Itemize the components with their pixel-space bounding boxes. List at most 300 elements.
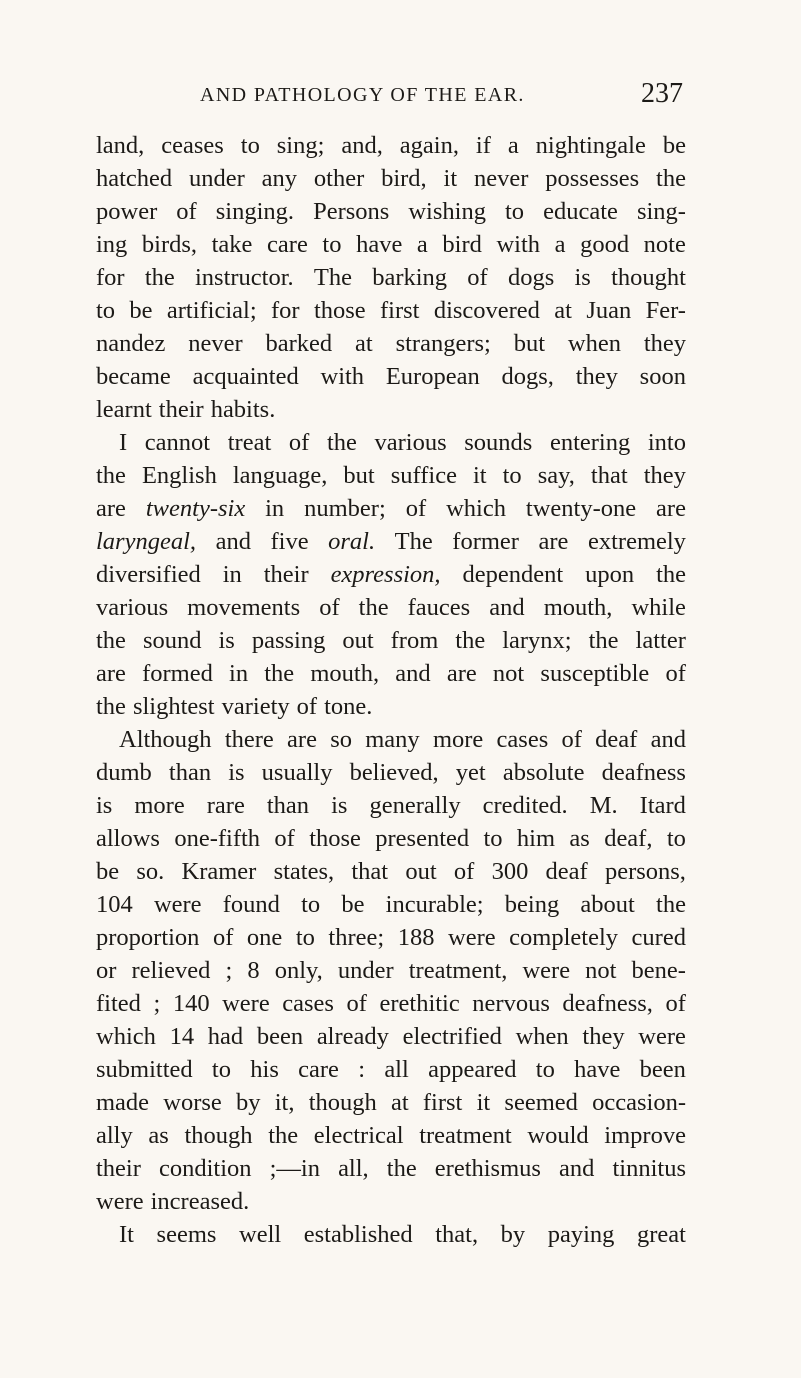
word: incurable; [385, 891, 484, 918]
word: the [326, 429, 357, 456]
word: Kramer [181, 858, 257, 885]
word: more [134, 792, 185, 819]
word: it [443, 165, 458, 192]
word: of [176, 198, 197, 225]
word: though [184, 1122, 253, 1149]
word: and [215, 528, 251, 555]
word: of [274, 825, 295, 852]
word: by [500, 1221, 526, 1248]
word: be [341, 891, 365, 918]
word: him [516, 825, 556, 852]
word: in [265, 495, 285, 522]
word: would [527, 1122, 589, 1149]
word: they [643, 330, 686, 357]
word: for [96, 264, 125, 291]
word: 14 [169, 1023, 195, 1050]
text-line [96, 1152, 686, 1185]
word: persons, [604, 858, 686, 885]
word: cured [631, 924, 686, 951]
word: possesses [545, 165, 640, 192]
word: thought [611, 264, 686, 291]
text-line [96, 294, 686, 327]
word: of [665, 990, 686, 1017]
word: M. [589, 792, 618, 819]
word: were [96, 1188, 144, 1215]
word: to [240, 132, 260, 159]
word: to [301, 891, 321, 918]
word: the [268, 1122, 299, 1149]
word: first [422, 1089, 463, 1116]
word: submitted [96, 1056, 193, 1083]
word: educate [543, 198, 618, 225]
text-line [96, 1119, 686, 1152]
page-number: 237 [641, 78, 683, 109]
word: appeared [428, 1056, 517, 1083]
word: are [287, 726, 317, 753]
word: formed [142, 660, 213, 687]
word: rare [206, 792, 245, 819]
word: say, [537, 462, 575, 489]
word: of [405, 495, 427, 522]
word: dependent [462, 561, 564, 588]
word: electrical [313, 1122, 404, 1149]
word: cannot [144, 429, 211, 456]
word: of [212, 924, 234, 951]
word: of [346, 990, 367, 1017]
word: former [452, 528, 519, 555]
word: yet [455, 759, 486, 786]
word: language, [232, 462, 328, 489]
word: and [395, 660, 431, 687]
word: treatment, [408, 957, 508, 984]
word: soon [639, 363, 686, 390]
word: out [342, 627, 374, 654]
word: allows [96, 825, 160, 852]
word: they [582, 1023, 625, 1050]
word: of [467, 264, 488, 291]
word: if [475, 132, 491, 159]
word: seems [156, 1221, 217, 1248]
word: larynx; [502, 627, 572, 654]
word: are [538, 528, 569, 555]
word: 188 [397, 924, 435, 951]
word: deafness [601, 759, 686, 786]
word: to [322, 231, 342, 258]
word: bird [442, 231, 482, 258]
text-line [96, 162, 686, 195]
text-line [96, 591, 686, 624]
word: have [356, 231, 403, 258]
word: were [222, 990, 270, 1017]
word: to [502, 462, 522, 489]
word: as [569, 825, 590, 852]
word: their [96, 1155, 141, 1182]
word: twenty-one [525, 495, 637, 522]
word: bird, [381, 165, 427, 192]
text-line [96, 954, 686, 987]
word: ceases [161, 132, 224, 159]
word: there [224, 726, 274, 753]
word: proportion [96, 924, 200, 951]
text-line [96, 789, 686, 822]
word: treatment [419, 1122, 512, 1149]
word: and [489, 594, 525, 621]
word: increased. [150, 1188, 250, 1215]
word: again, [399, 132, 459, 159]
word: never [188, 330, 243, 357]
word: which [96, 1023, 156, 1050]
word: nervous [472, 990, 550, 1017]
word: found [222, 891, 280, 918]
word: learnt [96, 396, 152, 423]
word: a [507, 132, 519, 159]
word: be [662, 132, 686, 159]
word: out [405, 858, 437, 885]
word: they [643, 462, 686, 489]
word: more [432, 726, 484, 753]
text-line [96, 855, 686, 888]
word: with [496, 231, 541, 258]
italic-word: expression, [330, 561, 441, 588]
body-text [96, 129, 686, 1251]
word: for [271, 297, 300, 324]
word: various [374, 429, 447, 456]
word: believed, [349, 759, 439, 786]
word: became [96, 363, 171, 390]
word: acquainted [192, 363, 299, 390]
text-line [96, 756, 686, 789]
word: many [365, 726, 420, 753]
word: the [358, 594, 389, 621]
word: completely [509, 924, 619, 951]
word: : [358, 1056, 366, 1083]
word: that [590, 462, 628, 489]
text-line [96, 228, 686, 261]
word: ; [153, 990, 161, 1017]
word: at [355, 330, 373, 357]
word: their [263, 561, 309, 588]
word: is [331, 792, 348, 819]
word: as [148, 1122, 169, 1149]
word: under [337, 957, 394, 984]
word: were [153, 891, 202, 918]
italic-word: twenty-six [145, 495, 246, 522]
word: sounds [464, 429, 533, 456]
word: is [218, 627, 235, 654]
word: cases [496, 726, 549, 753]
italic-word: oral. [328, 528, 376, 555]
word: were [448, 924, 496, 951]
running-head: AND PATHOLOGY OF THE EAR. [200, 84, 525, 106]
word: care [298, 1056, 339, 1083]
word: be [96, 858, 120, 885]
word: by [236, 1089, 261, 1116]
word: power [96, 198, 158, 225]
word: tinnitus [612, 1155, 686, 1182]
word: deaf [595, 726, 638, 753]
word: but [513, 330, 546, 357]
word: dumb [96, 759, 152, 786]
word: only, [274, 957, 323, 984]
word: dogs, [501, 363, 554, 390]
word: hatched [96, 165, 173, 192]
text-line [96, 987, 686, 1020]
word: those [313, 297, 366, 324]
word: not [492, 660, 525, 687]
word: susceptible [540, 660, 650, 687]
word: 8 [247, 957, 260, 984]
word: the [656, 891, 686, 918]
word: are [656, 495, 686, 522]
word: to [295, 924, 315, 951]
word: treat [227, 429, 272, 456]
word: which [446, 495, 506, 522]
word: any [261, 165, 298, 192]
word: 300 [491, 858, 529, 885]
word: of [453, 858, 475, 885]
word: of [319, 594, 340, 621]
word: other [313, 165, 365, 192]
word: habits. [210, 396, 276, 423]
word: first [380, 297, 420, 324]
word: deaf, [604, 825, 653, 852]
word: in [222, 561, 242, 588]
word: It [119, 1221, 134, 1248]
word: that, [435, 1221, 479, 1248]
word: cases [282, 990, 334, 1017]
word: diversified [96, 561, 201, 588]
word: the [656, 561, 686, 588]
word: 140 [172, 990, 210, 1017]
word: the [455, 627, 486, 654]
word: electrified [402, 1023, 502, 1050]
text-line [96, 888, 686, 921]
word: great [637, 1221, 686, 1248]
word: they [575, 363, 618, 390]
word: so. [136, 858, 165, 885]
word: European [385, 363, 480, 390]
word: made [96, 1089, 150, 1116]
word: the [96, 462, 126, 489]
word: one [246, 924, 283, 951]
word: usually [261, 759, 333, 786]
word: seemed [504, 1089, 578, 1116]
word: absolute [502, 759, 585, 786]
word: erethitic [379, 990, 460, 1017]
word: while [631, 594, 686, 621]
word: so [330, 726, 352, 753]
word: good [580, 231, 630, 258]
word: credited. [482, 792, 568, 819]
word: to [96, 297, 116, 324]
word: been [256, 1023, 304, 1050]
text-line [96, 822, 686, 855]
text-line [96, 525, 686, 558]
word: Juan [586, 297, 632, 324]
word: the [96, 627, 126, 654]
text-line [96, 459, 686, 492]
word: than [266, 792, 310, 819]
word: condition [158, 1155, 252, 1182]
text-line [96, 1053, 686, 1086]
word: but [343, 462, 375, 489]
word: from [390, 627, 439, 654]
text-line [96, 426, 686, 459]
text-line [96, 360, 686, 393]
text-line [96, 492, 686, 525]
text-line [96, 558, 686, 591]
word: care [267, 231, 308, 258]
word: slightest [132, 693, 215, 720]
word: I [119, 429, 128, 456]
word: ally [96, 1122, 133, 1149]
word: The [394, 528, 433, 555]
word: erethismus [434, 1155, 541, 1182]
word: under [189, 165, 245, 192]
word: English [141, 462, 217, 489]
word: land, [96, 132, 145, 159]
word: be [129, 297, 153, 324]
word: though [308, 1089, 377, 1116]
word: to [483, 825, 503, 852]
word: the [144, 264, 175, 291]
word: passing [251, 627, 326, 654]
word: nightingale [535, 132, 646, 159]
word: all, [338, 1155, 369, 1182]
word: five [270, 528, 309, 555]
word: all [384, 1056, 409, 1083]
word: variety [221, 693, 290, 720]
word: bene- [631, 957, 686, 984]
word: the [264, 660, 295, 687]
word: paying [547, 1221, 615, 1248]
text-line [96, 1185, 686, 1218]
word: at [554, 297, 572, 324]
word: barked [265, 330, 333, 357]
word: of [561, 726, 582, 753]
word: to [211, 1056, 231, 1083]
word: entering [549, 429, 631, 456]
word: ing [96, 231, 128, 258]
word: to [505, 198, 525, 225]
word: ; [225, 957, 233, 984]
word: it [476, 1089, 491, 1116]
word: sound [142, 627, 202, 654]
word: deafness, [562, 990, 653, 1017]
word: at [390, 1089, 409, 1116]
text-line [96, 723, 686, 756]
word: a [416, 231, 428, 258]
word: tone. [324, 693, 373, 720]
word: Fer- [645, 297, 686, 324]
word: of [296, 693, 318, 720]
word: the [386, 1155, 417, 1182]
text-line [96, 261, 686, 294]
word: mouth, [310, 660, 380, 687]
word: barking [372, 264, 448, 291]
italic-word: laryngeal, [96, 528, 197, 555]
word: already [316, 1023, 389, 1050]
word: various [96, 594, 169, 621]
word: it [472, 462, 487, 489]
word: presented [375, 825, 470, 852]
text-line [96, 690, 686, 723]
word: ;—in [269, 1155, 320, 1182]
word: discovered [433, 297, 540, 324]
word: is [228, 759, 245, 786]
text-line [96, 921, 686, 954]
word: were [638, 1023, 686, 1050]
word: or [96, 957, 117, 984]
word: the [96, 693, 126, 720]
word: not [585, 957, 617, 984]
word: movements [187, 594, 301, 621]
word: in [229, 660, 249, 687]
word: about [580, 891, 635, 918]
word: and [559, 1155, 595, 1182]
text-line [96, 624, 686, 657]
word: generally [369, 792, 461, 819]
word: with [320, 363, 365, 390]
word: deaf [545, 858, 588, 885]
word: fauces [407, 594, 471, 621]
word: of [288, 429, 310, 456]
word: well [239, 1221, 282, 1248]
text-line [96, 393, 686, 426]
word: have [574, 1056, 621, 1083]
text-line [96, 1218, 686, 1251]
word: number; [304, 495, 386, 522]
word: sing; [276, 132, 325, 159]
word: are [446, 660, 477, 687]
word: wishing [408, 198, 486, 225]
word: their [158, 396, 204, 423]
text-line [96, 195, 686, 228]
word: states, [273, 858, 335, 885]
text-line [96, 1020, 686, 1053]
text-line [96, 1086, 686, 1119]
word: are [96, 660, 126, 687]
word: is [574, 264, 591, 291]
word: dogs [507, 264, 555, 291]
word: one-fifth [174, 825, 261, 852]
word: when [515, 1023, 569, 1050]
word: is [96, 792, 113, 819]
word: extremely [587, 528, 686, 555]
word: are [96, 495, 126, 522]
word: singing. [215, 198, 295, 225]
word: birds, [141, 231, 198, 258]
word: and, [341, 132, 383, 159]
text-line [96, 327, 686, 360]
word: mouth, [543, 594, 613, 621]
word: nandez [96, 330, 166, 357]
page-header [0, 78, 801, 114]
word: it, [274, 1089, 295, 1116]
word: artificial; [166, 297, 257, 324]
word: Although [119, 726, 212, 753]
word: sing- [636, 198, 686, 225]
word: upon [585, 561, 635, 588]
word: the [588, 627, 619, 654]
word: established [303, 1221, 413, 1248]
word: take [211, 231, 253, 258]
word: Itard [639, 792, 686, 819]
text-line [96, 129, 686, 162]
word: those [309, 825, 361, 852]
word: than [168, 759, 212, 786]
word: strangers; [395, 330, 491, 357]
